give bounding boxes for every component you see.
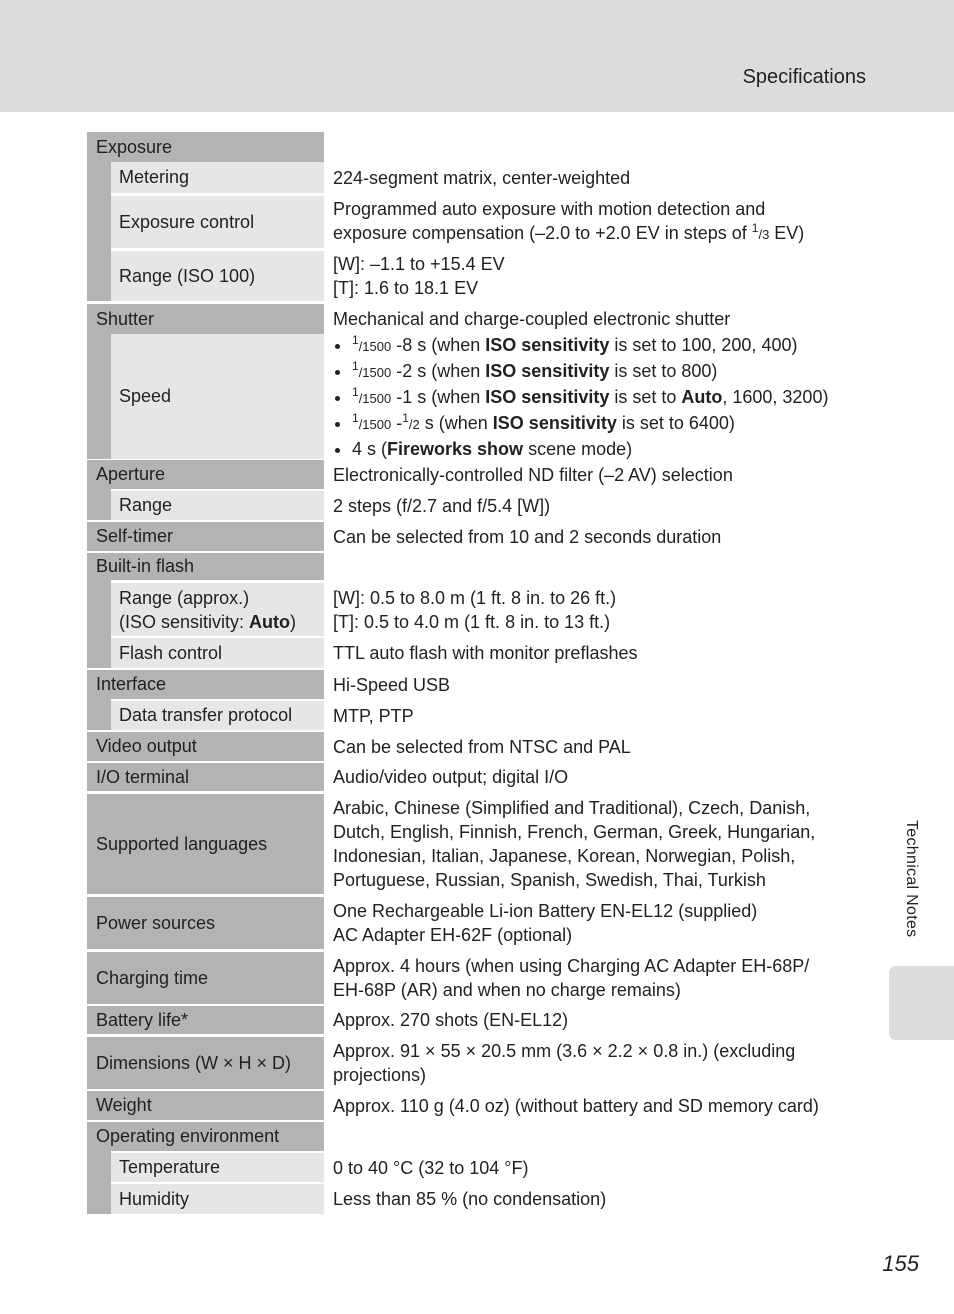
aperture-group-rail: [87, 489, 111, 520]
dimensions-value: Approx. 91 × 55 × 20.5 mm (3.6 × 2.2 × 0.8 in.) (excluding projections): [333, 1041, 796, 1085]
aperture-range-value: 2 steps (f/2.7 and f/5.4 [W]): [333, 495, 551, 516]
weight-label: Weight: [87, 1091, 324, 1120]
flash-group-rail: [87, 580, 111, 668]
operating-environment-heading: Operating environment: [87, 1122, 324, 1151]
shutter-label: Shutter: [87, 304, 324, 334]
charging-time-label: Charging time: [87, 952, 324, 1004]
interface-value: Hi-Speed USB: [333, 674, 451, 695]
speed-label: Speed: [111, 334, 324, 459]
humidity-label: Humidity: [111, 1184, 324, 1214]
speed-list: [333, 333, 873, 461]
io-terminal-label: I/O terminal: [87, 763, 324, 791]
environment-group-rail: [87, 1151, 111, 1214]
speed-item: • $^1$/1500 -$^1$/2 s (when ISO sensitivity is set to 6400): [352, 411, 873, 437]
charging-time-value: Approx. 4 hours (when using Charging AC Adapter EH-68P/ EH-68P (AR) and when no charge remains): [333, 956, 810, 1000]
range-iso-value: [W]: –1.1 to +15.4 EV [T]: 1.6 to 18.1 EV: [333, 254, 505, 298]
speed-value: [333, 334, 873, 459]
page-header-title: Specifications: [742, 66, 866, 88]
speed-item: • $^1$/1500 -2 s (when ISO sensitivity is set to 800): [352, 359, 873, 385]
technical-notes-tab: [889, 966, 954, 1040]
built-in-flash-heading: Built-in flash: [87, 553, 324, 580]
aperture-range-label: Range: [111, 491, 324, 520]
self-timer-label: Self-timer: [87, 522, 324, 551]
exposure-control-value: Programmed auto exposure with motion detection and exposure compensation (–2.0 to +2.0 EV in steps of $^1$/3 EV): [333, 199, 805, 243]
temperature-value: 0 to 40 °C (32 to 104 °F): [333, 1157, 529, 1178]
exposure-heading: Exposure: [87, 132, 324, 162]
weight-value: Approx. 110 g (4.0 oz) (without battery and SD memory card): [333, 1095, 819, 1116]
interface-label: Interface: [87, 670, 324, 699]
aperture-value: Electronically-controlled ND filter (–2 AV) selection: [333, 464, 733, 485]
shutter-value: Mechanical and charge-coupled electronic shutter: [333, 309, 731, 329]
range-iso-label: Range (ISO 100): [111, 251, 324, 301]
power-sources-label: Power sources: [87, 897, 324, 949]
speed-item: • $^1$/1500 -1 s (when ISO sensitivity is set to Auto, 1600, 3200): [352, 385, 873, 411]
speed-item: • 4 s (Fireworks show scene mode): [352, 437, 873, 461]
power-sources-value: One Rechargeable Li-ion Battery EN-EL12 (supplied) AC Adapter EH-62F (optional): [333, 901, 758, 945]
exposure-group-rail: [87, 162, 111, 301]
interface-group-rail: [87, 699, 111, 730]
metering-value: 224-segment matrix, center-weighted: [333, 167, 631, 188]
supported-languages-label: Supported languages: [87, 794, 324, 894]
supported-languages-value: Arabic, Chinese (Simplified and Traditional), Czech, Danish, Dutch, English, Finnish, French, German, Greek, Hungarian, Indonesian, Italian, Japanese, Korean, Norwegian, Polish, Portuguese, Russian, Spanish, Swedish, Thai, Turkish: [333, 798, 816, 890]
battery-life-label: Battery life*: [87, 1006, 324, 1034]
flash-range-value: [W]: 0.5 to 8.0 m (1 ft. 8 in. to 26 ft.) [T]: 0.5 to 4.0 m (1 ft. 8 in. to 13 ft.): [333, 587, 617, 632]
header-band: [0, 0, 954, 112]
speed-item: • $^1$/1500 -8 s (when ISO sensitivity is set to 100, 200, 400): [352, 333, 873, 359]
aperture-label: Aperture: [87, 460, 324, 489]
io-terminal-value: Audio/video output; digital I/O: [333, 767, 569, 787]
data-transfer-protocol-value: MTP, PTP: [333, 705, 414, 726]
shutter-group-rail: [87, 334, 111, 459]
data-transfer-protocol-label: Data transfer protocol: [111, 701, 324, 730]
humidity-value: Less than 85 % (no condensation): [333, 1189, 607, 1209]
dimensions-label: Dimensions (W × H × D): [87, 1037, 324, 1089]
self-timer-value: Can be selected from 10 and 2 seconds duration: [333, 526, 722, 547]
temperature-label: Temperature: [111, 1153, 324, 1182]
technical-notes-side-label: Technical Notes: [903, 820, 920, 938]
page-number: 155: [882, 1251, 919, 1276]
flash-range-label: Range (approx.) (ISO sensitivity: Auto): [111, 583, 324, 636]
flash-control-label: Flash control: [111, 638, 324, 668]
flash-control-value: TTL auto flash with monitor preflashes: [333, 643, 638, 663]
battery-life-value: Approx. 270 shots (EN-EL12): [333, 1010, 569, 1030]
video-output-value: Can be selected from NTSC and PAL: [333, 736, 631, 757]
metering-label: Metering: [111, 162, 324, 193]
video-output-label: Video output: [87, 732, 324, 761]
exposure-control-label: Exposure control: [111, 196, 324, 248]
